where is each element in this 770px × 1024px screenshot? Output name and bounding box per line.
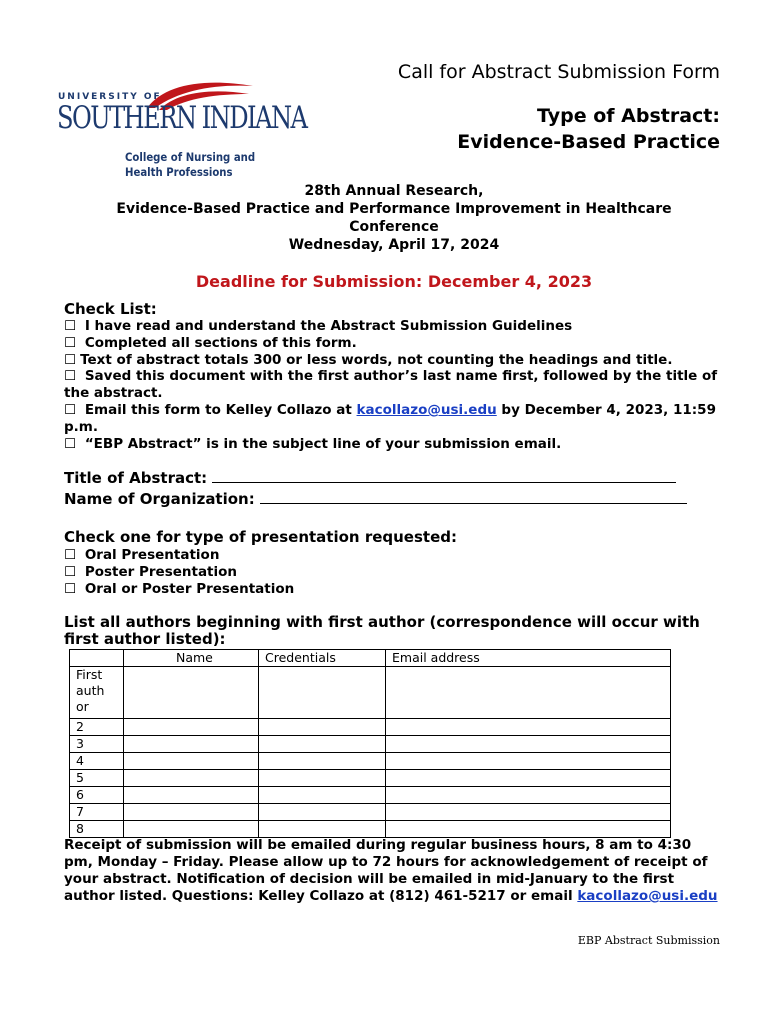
row-label: 2 — [70, 719, 124, 736]
receipt-text: Receipt of submission will be emailed during regular business hours, 8 am to 4:30 pm, Monday – Friday. Please allow up to 72 hours for acknowledgement of receipt of your abstract. Notification of decision will be emailed in mid-January to the first author listed. Questions: Kelley Collazo at (812) 461-5217 or email — [64, 837, 708, 904]
table-header-cell: Name — [124, 650, 259, 667]
contact-email-link[interactable]: kacollazo@usi.edu — [577, 888, 718, 904]
email-cell[interactable] — [386, 719, 671, 736]
logo-college-line1: College of Nursing and — [125, 150, 256, 164]
table-row — [70, 719, 671, 736]
email-cell[interactable] — [386, 753, 671, 770]
checklist-item-text: “EBP Abstract” is in the subject line of your submission email. — [84, 435, 562, 452]
organization-input-line[interactable] — [260, 490, 687, 504]
checkbox[interactable]: ☐ — [64, 547, 77, 563]
conference-info — [64, 182, 724, 254]
presentation-heading: Check one for type of presentation requested: — [64, 528, 457, 546]
name-cell[interactable] — [124, 753, 259, 770]
email-cell[interactable] — [386, 736, 671, 753]
checkbox[interactable]: ☐ — [64, 368, 77, 385]
logo-name: SOUTHERN INDIANA — [57, 100, 307, 136]
abstract-type-line2: Evidence-Based Practice — [457, 131, 720, 153]
table-header-row — [70, 650, 671, 667]
title-label: Title of Abstract: — [64, 469, 208, 487]
organization-label: Name of Organization: — [64, 490, 255, 508]
presentation-option[interactable] — [64, 564, 294, 581]
checklist-heading: Check List: — [64, 300, 157, 318]
checkbox[interactable]: ☐ — [64, 318, 77, 334]
row-label: 4 — [70, 753, 124, 770]
credentials-cell[interactable] — [259, 804, 386, 821]
checkbox[interactable]: ☐ — [64, 351, 77, 368]
name-cell[interactable] — [124, 770, 259, 787]
checklist-item[interactable] — [64, 402, 724, 436]
table-header-cell: Credentials — [259, 650, 386, 667]
usi-logo — [57, 78, 307, 182]
name-cell[interactable] — [124, 787, 259, 804]
row-label — [70, 667, 124, 719]
row-label: 6 — [70, 787, 124, 804]
presentation-option-label: Oral or Poster Presentation — [84, 580, 295, 597]
checkbox[interactable]: ☐ — [64, 334, 77, 351]
logo-college-line2: Health Professions — [125, 165, 233, 179]
email-cell[interactable] — [386, 787, 671, 804]
credentials-cell[interactable] — [259, 821, 386, 838]
table-header-cell — [70, 650, 124, 667]
conference-line2: Evidence-Based Practice and Performance Improvement in Healthcare — [116, 201, 672, 217]
email-cell[interactable] — [386, 770, 671, 787]
table-header-cell: Email address — [386, 650, 671, 667]
receipt-notice — [64, 837, 724, 905]
presentation-option-label: Oral Presentation — [84, 547, 220, 563]
authors-table — [69, 649, 671, 838]
name-cell[interactable] — [124, 821, 259, 838]
deadline: Deadline for Submission: December 4, 2023 — [195, 272, 593, 291]
name-cell[interactable] — [124, 667, 259, 719]
row-label: 3 — [70, 736, 124, 753]
conference-date: Wednesday, April 17, 2024 — [288, 237, 500, 253]
table-row — [70, 753, 671, 770]
checklist-item[interactable] — [64, 436, 724, 453]
checkbox[interactable]: ☐ — [64, 580, 77, 597]
table-row — [70, 804, 671, 821]
form-title: Call for Abstract Submission Form — [397, 61, 720, 83]
abstract-type-line1: Type of Abstract: — [537, 105, 720, 127]
name-cell[interactable] — [124, 804, 259, 821]
conference-line1: 28th Annual Research, — [304, 183, 484, 199]
row-label: 7 — [70, 804, 124, 821]
checklist-item[interactable] — [64, 335, 724, 352]
conference-line3: Conference — [349, 219, 439, 235]
presentation-options — [64, 547, 294, 597]
checklist-item[interactable] — [64, 318, 724, 335]
title-input-line[interactable] — [212, 469, 676, 483]
row-label-text: First auth or — [76, 667, 105, 714]
credentials-cell[interactable] — [259, 770, 386, 787]
presentation-option-label: Poster Presentation — [84, 563, 238, 580]
credentials-cell[interactable] — [259, 787, 386, 804]
authors-heading: List all authors beginning with first author (correspondence will occur with first author listed): — [64, 613, 700, 648]
checklist-item[interactable] — [64, 368, 724, 402]
checkbox[interactable]: ☐ — [64, 401, 77, 418]
page-footer: EBP Abstract Submission — [577, 934, 720, 947]
row-label: 5 — [70, 770, 124, 787]
checkbox[interactable]: ☐ — [64, 435, 77, 452]
organization-field — [64, 490, 687, 508]
name-cell[interactable] — [124, 719, 259, 736]
logo-university-of: UNIVERSITY OF — [58, 92, 162, 102]
email-cell[interactable] — [386, 804, 671, 821]
checkbox[interactable]: ☐ — [64, 563, 77, 580]
checklist-item-text: I have read and understand the Abstract Submission Guidelines — [84, 318, 573, 334]
table-row — [70, 736, 671, 753]
table-row — [70, 667, 671, 719]
name-cell[interactable] — [124, 736, 259, 753]
email-cell[interactable] — [386, 821, 671, 838]
checklist-item-text-after: by December 4, 2023, 11:59 p.m. — [64, 401, 716, 435]
table-row — [70, 787, 671, 804]
checklist-item-text: Completed all sections of this form. — [84, 334, 357, 351]
checklist-item-text: Email this form to Kelley Collazo at — [84, 401, 357, 418]
checklist-item-text: Text of abstract totals 300 or less words, not counting the headings and title. — [80, 351, 673, 368]
checklist-item[interactable] — [64, 352, 724, 369]
credentials-cell[interactable] — [259, 667, 386, 719]
credentials-cell[interactable] — [259, 719, 386, 736]
email-cell[interactable] — [386, 667, 671, 719]
presentation-option[interactable] — [64, 547, 294, 564]
checklist — [64, 318, 724, 452]
email-link[interactable]: kacollazo@usi.edu — [356, 401, 497, 418]
credentials-cell[interactable] — [259, 753, 386, 770]
row-label: 8 — [70, 821, 124, 838]
credentials-cell[interactable] — [259, 736, 386, 753]
checklist-item-text: Saved this document with the first author’s last name first, followed by the title of the abstract. — [64, 368, 718, 402]
table-row — [70, 770, 671, 787]
abstract-type — [457, 103, 720, 155]
presentation-option[interactable] — [64, 581, 294, 598]
logo-college — [125, 150, 255, 180]
table-row — [70, 821, 671, 838]
title-field — [64, 469, 676, 487]
